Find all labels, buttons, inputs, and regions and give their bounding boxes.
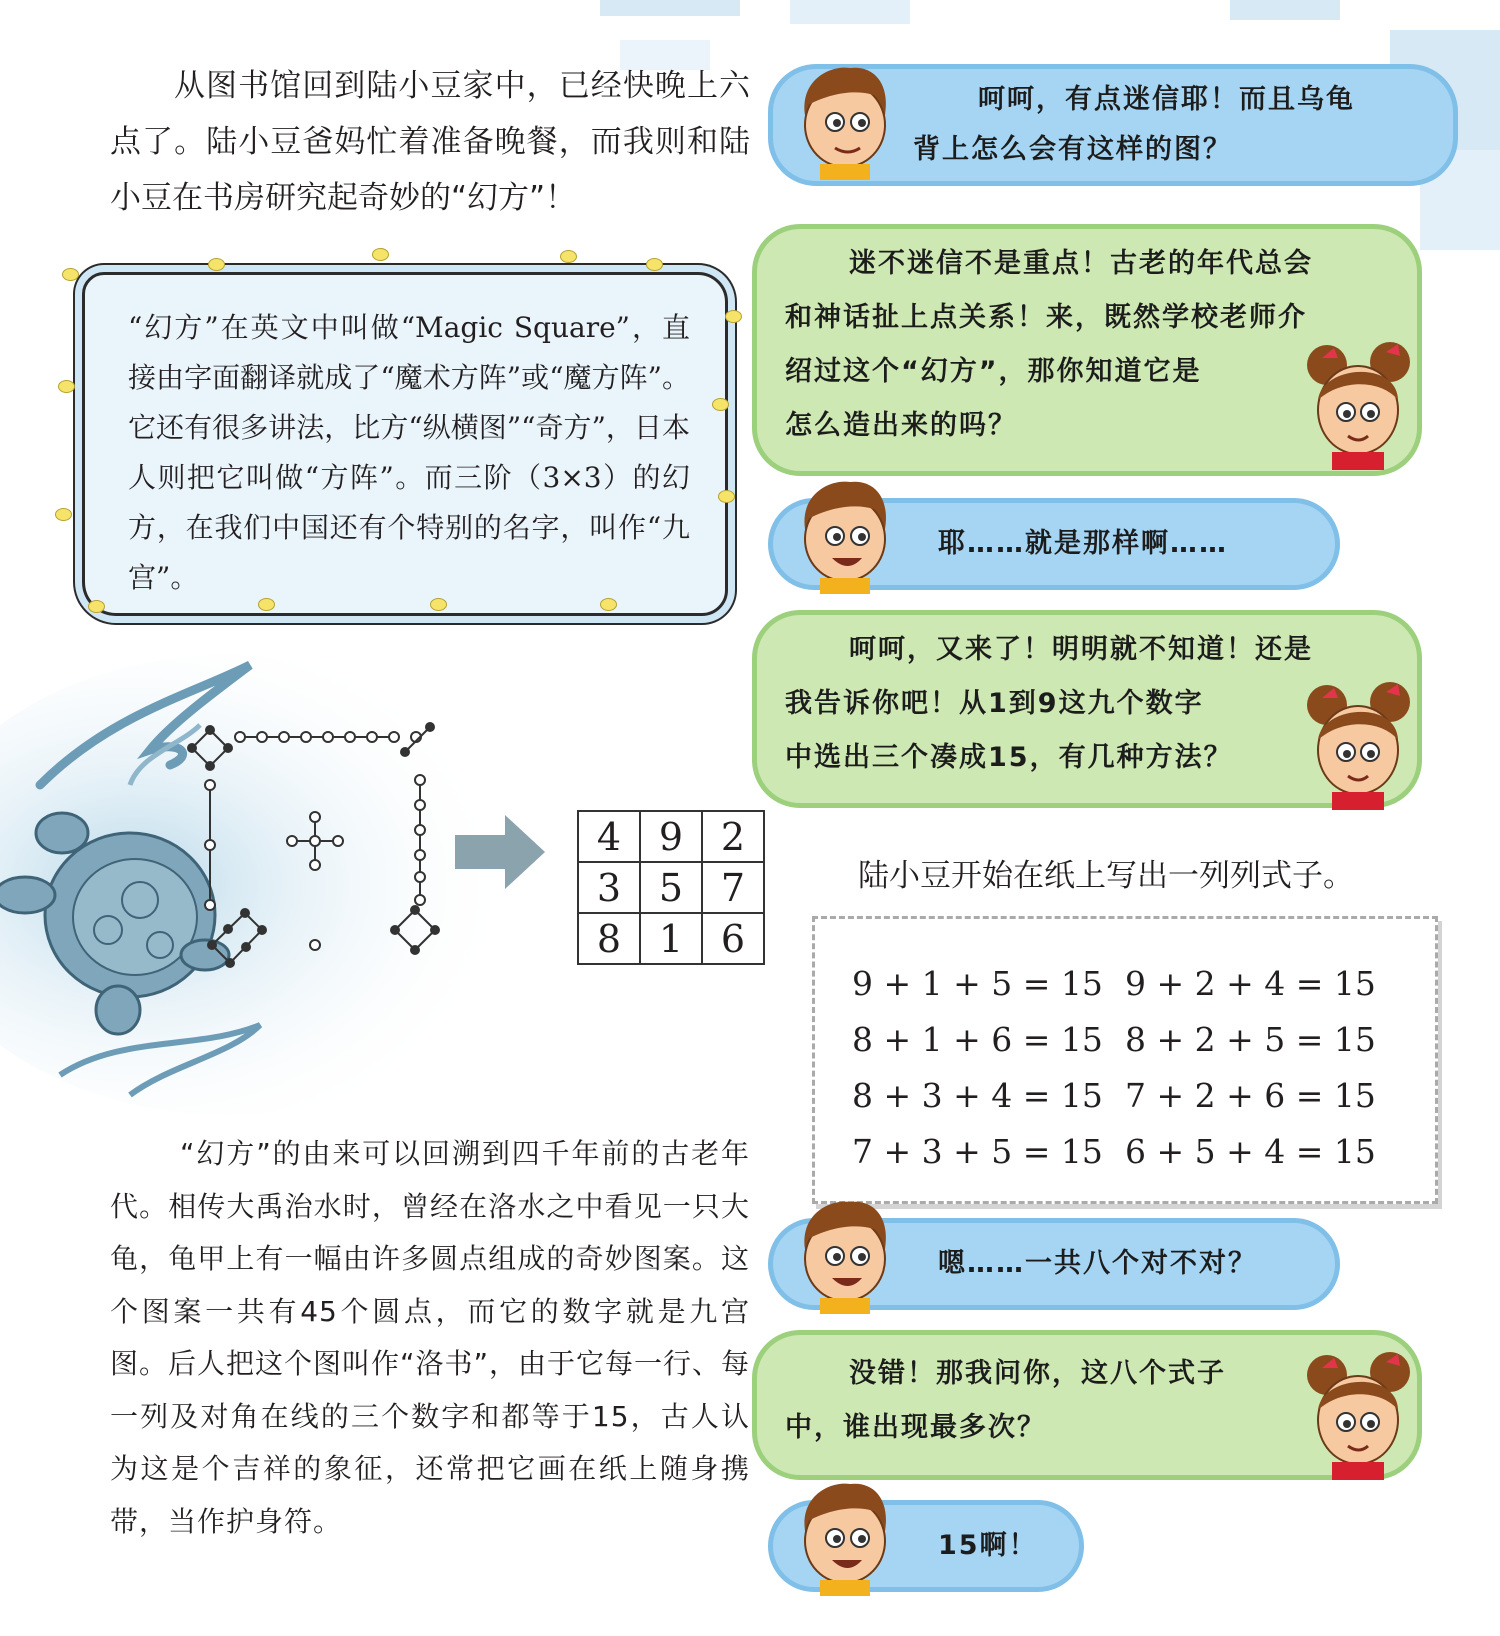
equation: 7 + 2 + 6 = 15 — [1125, 1076, 1376, 1115]
decoration-dot — [646, 258, 663, 271]
bubble-line: 迷不迷信不是重点！古老的年代总会 — [849, 248, 1313, 279]
magic-square-grid — [577, 810, 765, 965]
story-text: “幻方”的由来可以回溯到四千年前的古老年代。相传大禹治水时，曾经在洛水之中看见一只大龟，龟甲上有一幅由许多圆点组成的奇妙图案。这个图案一共有45个圆点，而它的数字就是九宫图。后人把这个图叫作“洛书”，由于它每一行、每一列及对角在线的三个数字和都等于15，古人认为这是个吉祥的象征，还常把它画在纸上随身携带，当作护身符。 — [110, 1137, 751, 1538]
equation: 7 + 3 + 5 = 15 — [852, 1132, 1103, 1171]
grid-cell: 4 — [578, 811, 640, 862]
grid-cell: 8 — [578, 913, 640, 964]
bubble-line: 绍过这个“幻方”，那你知道它是 — [785, 356, 1202, 387]
grid-cell: 1 — [640, 913, 702, 964]
bubble-line: 怎么造出来的吗？ — [785, 410, 1017, 441]
grid-cell: 7 — [702, 862, 764, 913]
grid-row — [578, 913, 764, 964]
bubble-line: 中，谁出现最多次？ — [785, 1412, 1046, 1443]
intro-paragraph — [110, 58, 750, 226]
equation: 8 + 2 + 5 = 15 — [1125, 1020, 1376, 1059]
decoration-dot — [208, 258, 225, 271]
equation: 9 + 2 + 4 = 15 — [1125, 964, 1376, 1003]
bubble-line: 耶……就是那样啊…… — [938, 528, 1228, 559]
grid-row — [578, 862, 764, 913]
bubble-line: 没错！那我问你，这八个式子 — [849, 1358, 1226, 1389]
decoration-dot — [718, 490, 735, 503]
decoration-dot — [62, 268, 79, 281]
equation: 6 + 5 + 4 = 15 — [1125, 1132, 1376, 1171]
decoration-dot — [560, 250, 577, 263]
grid-cell: 2 — [702, 811, 764, 862]
story-paragraph — [110, 1128, 750, 1548]
bubble-line: 背上怎么会有这样的图？ — [913, 134, 1232, 165]
grid-cell: 5 — [640, 862, 702, 913]
equation: 8 + 1 + 6 = 15 — [852, 1020, 1103, 1059]
girl-avatar — [1302, 680, 1414, 810]
decoration-square — [600, 0, 740, 16]
bubble-line: 我告诉你吧！从1到9这九个数字 — [785, 688, 1204, 719]
decoration-dot — [58, 380, 75, 393]
bubble-line: 中选出三个凑成15，有几种方法？ — [785, 742, 1233, 773]
decoration-dot — [88, 600, 105, 613]
bubble-line: 嗯……一共八个对不对？ — [938, 1248, 1257, 1279]
decoration-dot — [55, 508, 72, 521]
decoration-dot — [372, 248, 389, 261]
bubble-line: 和神话扯上点关系！来，既然学校老师介 — [785, 302, 1307, 333]
bubble-line: 15啊！ — [938, 1530, 1038, 1561]
grid-cell: 6 — [702, 913, 764, 964]
boy-avatar — [790, 1194, 900, 1314]
grid-row — [578, 811, 764, 862]
decoration-square — [1230, 0, 1340, 20]
grid-cell: 9 — [640, 811, 702, 862]
magic-square-description: “幻方”在英文中叫做“Magic Square”，直接由字面翻译就成了“魔术方阵”或“魔方阵”。它还有很多讲法，比方“纵横图”“奇方”，日本人则把它叫做“方阵”。而三阶（3×3）的幻方，在我们中国还有个特别的名字，叫作“九宫”。 — [128, 311, 690, 594]
girl-avatar — [1302, 1350, 1414, 1480]
boy-avatar — [790, 60, 900, 180]
bubble-line: 呵呵，又来了！明明就不知道！还是 — [849, 634, 1313, 665]
bubble-line: 呵呵，有点迷信耶！而且乌龟 — [978, 84, 1355, 115]
decoration-square — [790, 0, 910, 24]
equation: 9 + 1 + 5 = 15 — [852, 964, 1103, 1003]
intro-text: 从图书馆回到陆小豆家中，已经快晚上六点了。陆小豆爸妈忙着准备晚餐，而我则和陆小豆在书房研究起奇妙的“幻方”！ — [110, 68, 750, 216]
boy-avatar — [790, 474, 900, 594]
grid-cell: 3 — [578, 862, 640, 913]
boy-avatar — [790, 1476, 900, 1596]
decoration-dot — [725, 310, 742, 323]
decoration-dot — [712, 398, 729, 411]
girl-avatar — [1302, 340, 1414, 470]
equation: 8 + 3 + 4 = 15 — [852, 1076, 1103, 1115]
caption-text: 陆小豆开始在纸上写出一列列式子。 — [858, 858, 1354, 894]
